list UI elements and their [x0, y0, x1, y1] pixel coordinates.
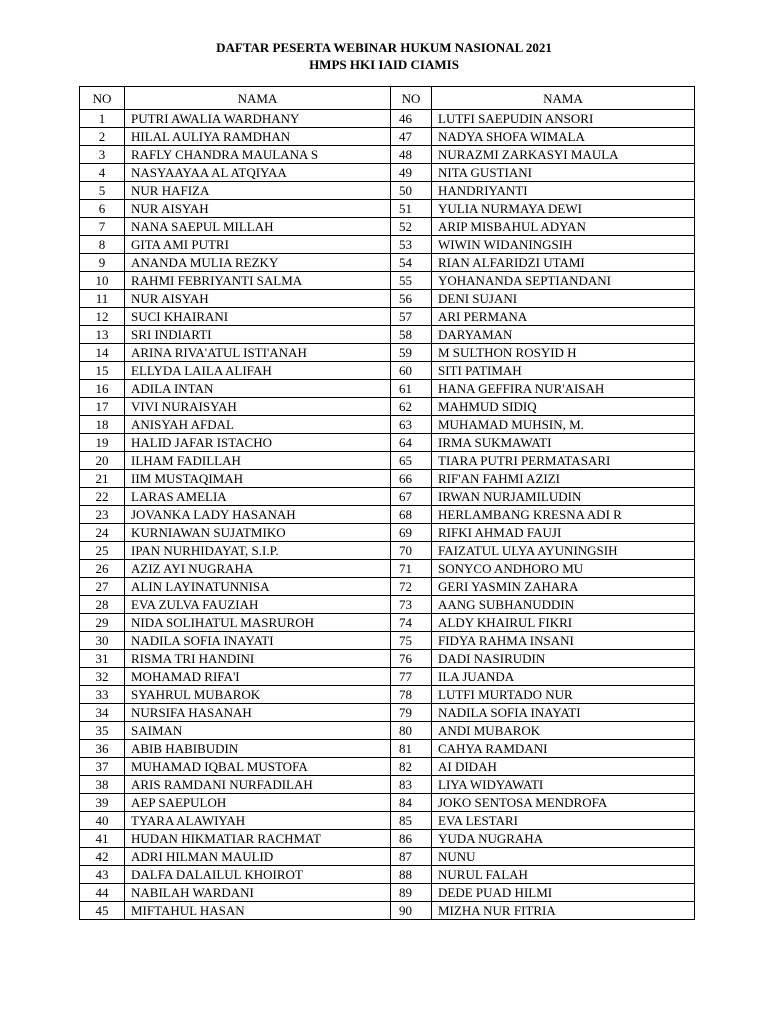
cell-no-right: 64	[391, 434, 432, 452]
cell-no-left: 31	[80, 650, 125, 668]
cell-name-right: YOHANANDA SEPTIANDANI	[432, 272, 695, 290]
cell-no-right: 70	[391, 542, 432, 560]
cell-name-right: ARIP MISBAHUL ADYAN	[432, 218, 695, 236]
cell-no-right: 62	[391, 398, 432, 416]
cell-name-left: ILHAM FADILLAH	[125, 452, 391, 470]
cell-name-left: ARIS RAMDANI NURFADILAH	[125, 776, 391, 794]
cell-name-left: NABILAH WARDANI	[125, 884, 391, 902]
cell-name-left: HUDAN HIKMATIAR RACHMAT	[125, 830, 391, 848]
cell-name-right: YULIA NURMAYA DEWI	[432, 200, 695, 218]
cell-name-right: IRWAN NURJAMILUDIN	[432, 488, 695, 506]
cell-name-left: ADRI HILMAN MAULID	[125, 848, 391, 866]
cell-name-left: DALFA DALAILUL KHOIROT	[125, 866, 391, 884]
cell-name-left: PUTRI AWALIA WARDHANY	[125, 110, 391, 128]
table-row	[80, 560, 695, 578]
cell-no-right: 80	[391, 722, 432, 740]
cell-name-right: TIARA PUTRI PERMATASARI	[432, 452, 695, 470]
cell-no-left: 8	[80, 236, 125, 254]
table-row	[80, 848, 695, 866]
cell-name-left: AEP SAEPULOH	[125, 794, 391, 812]
cell-no-right: 86	[391, 830, 432, 848]
cell-no-left: 23	[80, 506, 125, 524]
cell-name-left: NIDA SOLIHATUL MASRUROH	[125, 614, 391, 632]
table-row	[80, 200, 695, 218]
table-row	[80, 704, 695, 722]
cell-no-right: 56	[391, 290, 432, 308]
document-title: DAFTAR PESERTA WEBINAR HUKUM NASIONAL 2021	[216, 40, 552, 55]
cell-no-left: 27	[80, 578, 125, 596]
cell-no-right: 48	[391, 146, 432, 164]
cell-name-left: ELLYDA LAILA ALIFAH	[125, 362, 391, 380]
table-row	[80, 308, 695, 326]
cell-name-left: RAFLY CHANDRA MAULANA S	[125, 146, 391, 164]
cell-name-left: SAIMAN	[125, 722, 391, 740]
cell-name-left: AZIZ AYI NUGRAHA	[125, 560, 391, 578]
cell-name-left: NASYAAYAA AL ATQIYAA	[125, 164, 391, 182]
cell-no-left: 11	[80, 290, 125, 308]
table-row	[80, 326, 695, 344]
cell-name-right: AANG SUBHANUDDIN	[432, 596, 695, 614]
cell-name-left: NADILA SOFIA INAYATI	[125, 632, 391, 650]
cell-name-right: WIWIN WIDANINGSIH	[432, 236, 695, 254]
table-row	[80, 776, 695, 794]
cell-no-left: 37	[80, 758, 125, 776]
cell-no-right: 87	[391, 848, 432, 866]
cell-name-right: GERI YASMIN ZAHARA	[432, 578, 695, 596]
cell-name-right: DADI NASIRUDIN	[432, 650, 695, 668]
cell-name-left: MUHAMAD IQBAL MUSTOFA	[125, 758, 391, 776]
table-row	[80, 488, 695, 506]
cell-no-left: 38	[80, 776, 125, 794]
cell-name-right: LIYA WIDYAWATI	[432, 776, 695, 794]
cell-name-left: ANANDA MULIA REZKY	[125, 254, 391, 272]
table-row	[80, 686, 695, 704]
table-row	[80, 218, 695, 236]
cell-name-right: HERLAMBANG KRESNA ADI R	[432, 506, 695, 524]
cell-no-left: 7	[80, 218, 125, 236]
cell-no-left: 16	[80, 380, 125, 398]
cell-no-left: 2	[80, 128, 125, 146]
cell-no-left: 44	[80, 884, 125, 902]
cell-no-right: 79	[391, 704, 432, 722]
cell-no-left: 36	[80, 740, 125, 758]
table-row	[80, 884, 695, 902]
cell-no-left: 5	[80, 182, 125, 200]
cell-name-right: ILA JUANDA	[432, 668, 695, 686]
cell-name-right: NADYA SHOFA WIMALA	[432, 128, 695, 146]
cell-name-right: NADILA SOFIA INAYATI	[432, 704, 695, 722]
cell-name-right: CAHYA RAMDANI	[432, 740, 695, 758]
cell-no-right: 76	[391, 650, 432, 668]
cell-name-right: SITI PATIMAH	[432, 362, 695, 380]
cell-no-left: 20	[80, 452, 125, 470]
cell-name-right: M SULTHON ROSYID H	[432, 344, 695, 362]
cell-no-left: 33	[80, 686, 125, 704]
cell-no-right: 75	[391, 632, 432, 650]
table-row	[80, 146, 695, 164]
table-row	[80, 452, 695, 470]
cell-no-right: 77	[391, 668, 432, 686]
table-body	[80, 110, 695, 920]
cell-no-right: 67	[391, 488, 432, 506]
cell-name-left: MIFTAHUL HASAN	[125, 902, 391, 920]
table-row	[80, 614, 695, 632]
cell-no-left: 39	[80, 794, 125, 812]
table-row	[80, 524, 695, 542]
table-row	[80, 578, 695, 596]
cell-no-right: 54	[391, 254, 432, 272]
cell-name-left: GITA AMI PUTRI	[125, 236, 391, 254]
cell-no-right: 53	[391, 236, 432, 254]
cell-name-left: ADILA INTAN	[125, 380, 391, 398]
table-row	[80, 164, 695, 182]
cell-no-right: 55	[391, 272, 432, 290]
cell-no-left: 9	[80, 254, 125, 272]
cell-no-left: 18	[80, 416, 125, 434]
table-row	[80, 866, 695, 884]
cell-name-left: ABIB HABIBUDIN	[125, 740, 391, 758]
cell-name-right: FIDYA RAHMA INSANI	[432, 632, 695, 650]
cell-name-right: NURUL FALAH	[432, 866, 695, 884]
cell-no-right: 61	[391, 380, 432, 398]
cell-name-left: IIM MUSTAQIMAH	[125, 470, 391, 488]
cell-no-left: 15	[80, 362, 125, 380]
cell-no-right: 88	[391, 866, 432, 884]
cell-name-left: SYAHRUL MUBAROK	[125, 686, 391, 704]
table-row	[80, 290, 695, 308]
table-row	[80, 110, 695, 128]
cell-no-right: 72	[391, 578, 432, 596]
table-row	[80, 632, 695, 650]
cell-name-right: LUTFI MURTADO NUR	[432, 686, 695, 704]
cell-no-right: 46	[391, 110, 432, 128]
table-row	[80, 344, 695, 362]
cell-no-left: 30	[80, 632, 125, 650]
document-subtitle: HMPS HKI IAID CIAMIS	[309, 57, 459, 72]
cell-name-left: SUCI KHAIRANI	[125, 308, 391, 326]
cell-no-right: 47	[391, 128, 432, 146]
cell-no-right: 52	[391, 218, 432, 236]
cell-no-left: 35	[80, 722, 125, 740]
table-row	[80, 758, 695, 776]
cell-name-left: JOVANKA LADY HASANAH	[125, 506, 391, 524]
cell-no-right: 81	[391, 740, 432, 758]
table-row	[80, 380, 695, 398]
table-row	[80, 740, 695, 758]
cell-no-left: 13	[80, 326, 125, 344]
table-row	[80, 254, 695, 272]
cell-name-left: ANISYAH AFDAL	[125, 416, 391, 434]
table-row	[80, 272, 695, 290]
cell-name-left: HILAL AULIYA RAMDHAN	[125, 128, 391, 146]
table-row	[80, 362, 695, 380]
cell-name-right: FAIZATUL ULYA AYUNINGSIH	[432, 542, 695, 560]
cell-name-left: LARAS AMELIA	[125, 488, 391, 506]
header-name-left: NAMA	[125, 87, 391, 110]
cell-name-right: RIF'AN FAHMI AZIZI	[432, 470, 695, 488]
cell-no-left: 6	[80, 200, 125, 218]
cell-name-right: HANDRIYANTI	[432, 182, 695, 200]
cell-no-left: 24	[80, 524, 125, 542]
cell-name-left: TYARA ALAWIYAH	[125, 812, 391, 830]
cell-name-right: LUTFI SAEPUDIN ANSORI	[432, 110, 695, 128]
cell-name-left: KURNIAWAN SUJATMIKO	[125, 524, 391, 542]
cell-no-right: 84	[391, 794, 432, 812]
cell-no-left: 12	[80, 308, 125, 326]
cell-name-right: DEDE PUAD HILMI	[432, 884, 695, 902]
cell-no-left: 22	[80, 488, 125, 506]
cell-no-right: 85	[391, 812, 432, 830]
cell-name-right: MIZHA NUR FITRIA	[432, 902, 695, 920]
cell-no-left: 28	[80, 596, 125, 614]
cell-no-right: 66	[391, 470, 432, 488]
cell-no-right: 69	[391, 524, 432, 542]
cell-name-right: SONYCO ANDHORO MU	[432, 560, 695, 578]
cell-no-right: 83	[391, 776, 432, 794]
cell-no-left: 34	[80, 704, 125, 722]
cell-no-left: 26	[80, 560, 125, 578]
table-row	[80, 416, 695, 434]
cell-no-right: 82	[391, 758, 432, 776]
table-row	[80, 596, 695, 614]
cell-name-left: MOHAMAD RIFA'I	[125, 668, 391, 686]
table-row	[80, 668, 695, 686]
cell-name-left: IPAN NURHIDAYAT, S.I.P.	[125, 542, 391, 560]
cell-no-left: 32	[80, 668, 125, 686]
cell-name-right: IRMA SUKMAWATI	[432, 434, 695, 452]
cell-name-right: NITA GUSTIANI	[432, 164, 695, 182]
cell-name-right: AI DIDAH	[432, 758, 695, 776]
cell-no-left: 25	[80, 542, 125, 560]
cell-name-right: DENI SUJANI	[432, 290, 695, 308]
cell-name-right: ALDY KHAIRUL FIKRI	[432, 614, 695, 632]
cell-name-left: VIVI NURAISYAH	[125, 398, 391, 416]
participant-table	[79, 86, 695, 920]
cell-no-left: 45	[80, 902, 125, 920]
cell-no-right: 63	[391, 416, 432, 434]
table-row	[80, 650, 695, 668]
table-header	[80, 87, 695, 110]
cell-no-right: 65	[391, 452, 432, 470]
cell-name-left: EVA ZULVA FAUZIAH	[125, 596, 391, 614]
table-row	[80, 902, 695, 920]
cell-name-right: ARI PERMANA	[432, 308, 695, 326]
table-row	[80, 128, 695, 146]
cell-no-left: 17	[80, 398, 125, 416]
cell-no-left: 40	[80, 812, 125, 830]
table-row	[80, 470, 695, 488]
header-no-left: NO	[80, 87, 125, 110]
header-no-right: NO	[391, 87, 432, 110]
cell-name-right: MUHAMAD MUHSIN, M.	[432, 416, 695, 434]
cell-no-left: 29	[80, 614, 125, 632]
cell-name-left: HALID JAFAR ISTACHO	[125, 434, 391, 452]
cell-no-right: 78	[391, 686, 432, 704]
cell-no-right: 49	[391, 164, 432, 182]
cell-name-right: RIFKI AHMAD FAUJI	[432, 524, 695, 542]
cell-no-right: 60	[391, 362, 432, 380]
cell-name-left: NANA SAEPUL MILLAH	[125, 218, 391, 236]
table-row	[80, 812, 695, 830]
table-row	[80, 434, 695, 452]
cell-no-right: 74	[391, 614, 432, 632]
cell-no-right: 89	[391, 884, 432, 902]
table-row	[80, 182, 695, 200]
cell-name-left: ALIN LAYINATUNNISA	[125, 578, 391, 596]
cell-no-left: 3	[80, 146, 125, 164]
table-row	[80, 830, 695, 848]
cell-no-right: 90	[391, 902, 432, 920]
cell-no-right: 68	[391, 506, 432, 524]
cell-name-right: HANA GEFFIRA NUR'AISAH	[432, 380, 695, 398]
cell-no-right: 59	[391, 344, 432, 362]
cell-name-left: RISMA TRI HANDINI	[125, 650, 391, 668]
table-row	[80, 236, 695, 254]
cell-no-left: 21	[80, 470, 125, 488]
cell-name-left: NUR HAFIZA	[125, 182, 391, 200]
cell-no-left: 10	[80, 272, 125, 290]
cell-name-right: YUDA NUGRAHA	[432, 830, 695, 848]
cell-name-left: RAHMI FEBRIYANTI SALMA	[125, 272, 391, 290]
cell-no-left: 14	[80, 344, 125, 362]
cell-name-right: JOKO SENTOSA MENDROFA	[432, 794, 695, 812]
cell-name-right: RIAN ALFARIDZI UTAMI	[432, 254, 695, 272]
cell-no-right: 71	[391, 560, 432, 578]
cell-no-right: 51	[391, 200, 432, 218]
cell-no-left: 42	[80, 848, 125, 866]
cell-name-left: NUR AISYAH	[125, 200, 391, 218]
header-row	[80, 87, 695, 110]
cell-name-right: DARYAMAN	[432, 326, 695, 344]
cell-name-right: ANDI MUBAROK	[432, 722, 695, 740]
table-row	[80, 794, 695, 812]
cell-no-right: 50	[391, 182, 432, 200]
cell-name-right: NURAZMI ZARKASYI MAULA	[432, 146, 695, 164]
cell-name-left: ARINA RIVA'ATUL ISTI'ANAH	[125, 344, 391, 362]
cell-no-right: 58	[391, 326, 432, 344]
table-row	[80, 542, 695, 560]
table-row	[80, 398, 695, 416]
cell-name-left: SRI INDIARTI	[125, 326, 391, 344]
cell-no-left: 1	[80, 110, 125, 128]
cell-name-right: EVA LESTARI	[432, 812, 695, 830]
cell-name-left: NURSIFA HASANAH	[125, 704, 391, 722]
cell-name-left: NUR AISYAH	[125, 290, 391, 308]
table-row	[80, 722, 695, 740]
cell-no-left: 41	[80, 830, 125, 848]
cell-no-right: 73	[391, 596, 432, 614]
header-name-right: NAMA	[432, 87, 695, 110]
cell-no-right: 57	[391, 308, 432, 326]
cell-no-left: 4	[80, 164, 125, 182]
cell-no-left: 19	[80, 434, 125, 452]
cell-name-right: NUNU	[432, 848, 695, 866]
table-row	[80, 506, 695, 524]
cell-no-left: 43	[80, 866, 125, 884]
cell-name-right: MAHMUD SIDIQ	[432, 398, 695, 416]
